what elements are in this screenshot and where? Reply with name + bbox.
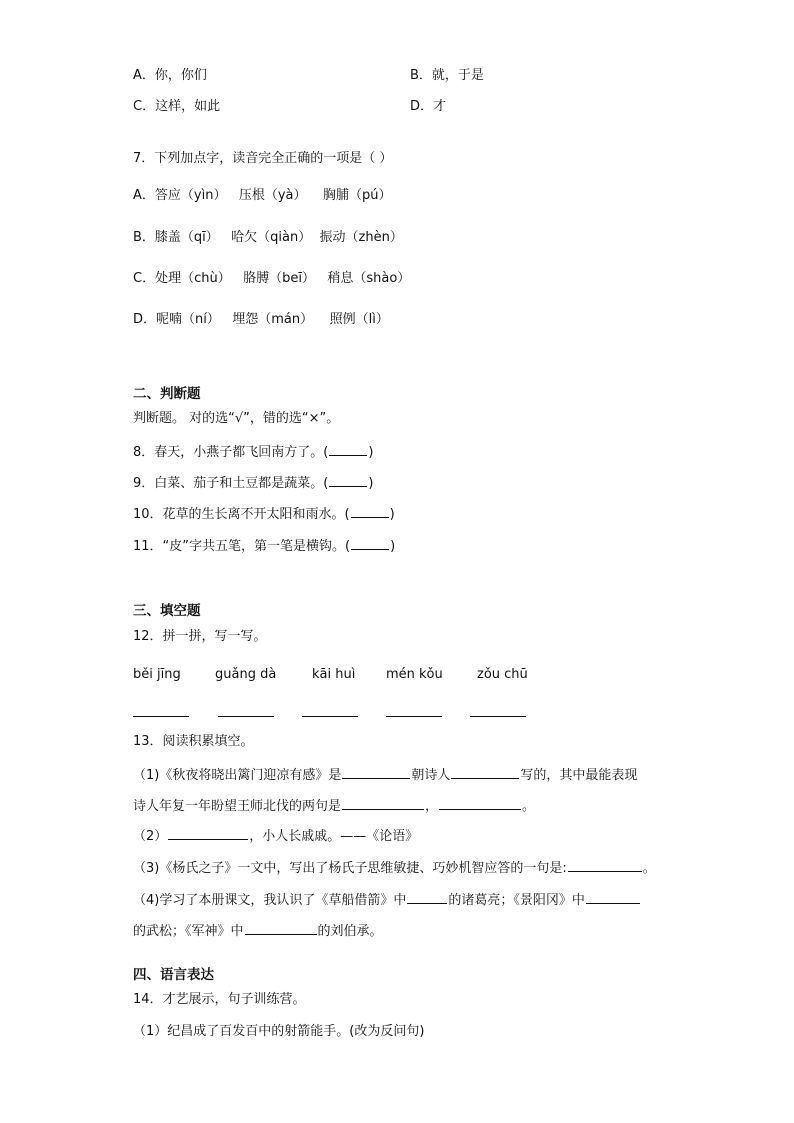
pinyin-1: běi jīng xyxy=(133,667,181,682)
option-a: A．你，你们 xyxy=(133,68,207,83)
option-a: A．答应（yìn） 压根（yà） 胸脯（pú） xyxy=(133,188,392,203)
fill-text: 的诸葛亮；《景阳冈》中 xyxy=(448,893,585,908)
judge-text: 8．春天，小燕子都飞回南方了。( xyxy=(133,445,329,460)
fill-line xyxy=(133,890,641,910)
fill-text: ，小人长戚戚。——《论语》 xyxy=(249,829,419,844)
section-title: 四、语言表达 xyxy=(133,967,214,983)
fill-line xyxy=(133,858,656,878)
answer-blank[interactable] xyxy=(439,796,521,810)
answer-blank[interactable] xyxy=(451,765,519,779)
pinyin-2: guǎng dà xyxy=(215,667,277,682)
fill-text: （1)《秋夜将晓出篱门迎凉有感》是 xyxy=(133,768,342,783)
judge-item xyxy=(133,473,373,493)
section-instruction: 判断题。 对的选“√”，错的选“×”。 xyxy=(133,411,340,426)
answer-blank[interactable] xyxy=(245,921,317,935)
question-stem: 7．下列加点字，读音完全正确的一项是（ ） xyxy=(133,151,393,166)
fill-line xyxy=(133,796,535,816)
fill-line xyxy=(133,765,637,785)
judge-item xyxy=(133,536,395,556)
answer-blank[interactable] xyxy=(351,504,389,518)
answer-blank[interactable] xyxy=(329,473,367,487)
pinyin-3: kāi huì xyxy=(312,667,356,682)
fill-text: （3)《杨氏之子》一文中，写出了杨氏子思维敏捷、巧妙机智应答的一句是: xyxy=(133,861,567,876)
answer-blank[interactable] xyxy=(568,858,642,872)
answer-blank[interactable] xyxy=(586,890,640,904)
judge-text: 10．花草的生长离不开太阳和雨水。( xyxy=(133,507,350,522)
fill-text: 朝诗人 xyxy=(411,768,451,783)
section-title: 三、填空题 xyxy=(133,603,201,619)
answer-blank[interactable] xyxy=(407,890,447,904)
question-stem: 13．阅读积累填空。 xyxy=(133,734,254,749)
fill-line xyxy=(133,921,383,941)
judge-item xyxy=(133,442,373,462)
fill-text: 诗人年复一年盼望王师北伐的两句是 xyxy=(133,799,342,814)
fill-text: 的武松；《军神》中 xyxy=(133,924,244,939)
question-stem: 14．才艺展示，句子训练营。 xyxy=(133,992,306,1007)
pinyin-4: mén kǒu xyxy=(386,667,443,682)
fill-text: ， xyxy=(425,799,439,814)
question-stem: 12．拼一拼，写一写。 xyxy=(133,629,267,644)
option-b: B．膝盖（qī） 哈欠（qiàn） 振动（zhèn） xyxy=(133,230,403,245)
option-d: D．才 xyxy=(410,99,447,114)
fill-text: 的刘伯承。 xyxy=(317,924,383,939)
answer-blank[interactable] xyxy=(351,536,389,550)
section-title: 二、判断题 xyxy=(133,386,201,402)
answer-line[interactable] xyxy=(302,716,358,717)
judge-text: 9．白菜、茄子和土豆都是蔬菜。( xyxy=(133,476,329,491)
judge-tail: ) xyxy=(368,445,374,460)
judge-tail: ) xyxy=(368,476,374,491)
fill-line xyxy=(133,826,418,846)
answer-blank[interactable] xyxy=(342,765,410,779)
answer-line[interactable] xyxy=(386,716,442,717)
judge-tail: ) xyxy=(390,539,396,554)
fill-text: 写的，其中最能表现 xyxy=(520,768,638,783)
option-c: C．这样，如此 xyxy=(133,99,221,114)
option-d: D．呢喃（ní） 埋怨（mán） 照例（lì） xyxy=(133,312,389,327)
answer-line[interactable] xyxy=(470,716,526,717)
answer-blank[interactable] xyxy=(329,442,367,456)
option-c: C．处理（chù） 胳膊（beī） 稍息（shào） xyxy=(133,271,411,286)
answer-line[interactable] xyxy=(133,716,189,717)
judge-text: 11．“皮”字共五笔，第一笔是横钩。( xyxy=(133,539,351,554)
option-b: B．就，于是 xyxy=(410,68,484,83)
judge-tail: ) xyxy=(389,507,395,522)
question-item: （1）纪昌成了百发百中的射箭能手。(改为反问句) xyxy=(133,1024,425,1039)
fill-text: （2） xyxy=(133,829,168,844)
fill-text: 。 xyxy=(522,799,536,814)
fill-text: 。 xyxy=(642,861,656,876)
answer-line[interactable] xyxy=(218,716,274,717)
fill-text: （4)学习了本册课文，我认识了《草船借箭》中 xyxy=(133,893,407,908)
pinyin-5: zǒu chū xyxy=(477,667,528,682)
answer-blank[interactable] xyxy=(168,826,248,840)
judge-item xyxy=(133,504,395,524)
answer-blank[interactable] xyxy=(342,796,424,810)
